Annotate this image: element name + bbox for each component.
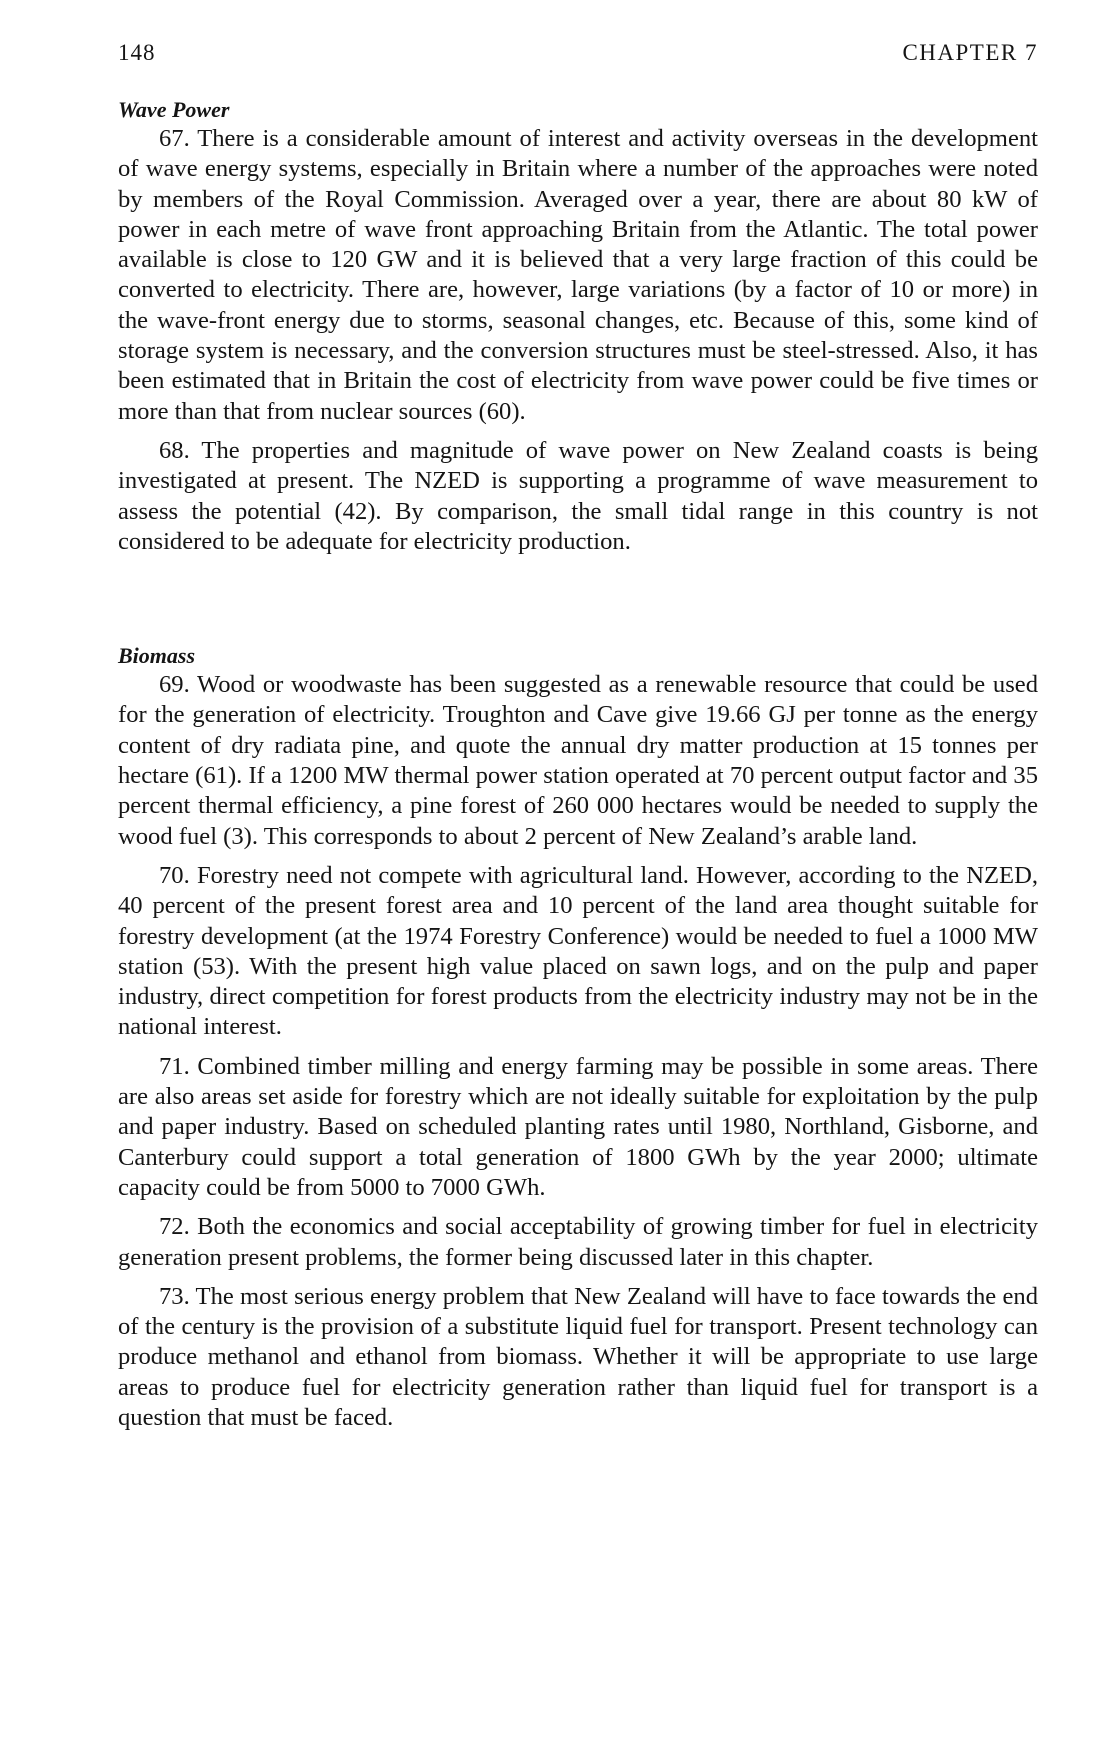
- paragraph-68: 68. The properties and magnitude of wave power on New Zealand coasts is being investigated at present. The NZED is supporting a programme of wave measurement to assess the potential (42). By comparison, the small tidal range in this country is not considered to be adequate for electricity production.: [118, 436, 1038, 555]
- paragraph-70: 70. Forestry need not compete with agricultural land. However, according to the NZED, 40 percent of the present forest area and 10 percent of the land area thought suitable for forestry development (at the 1974 Forestry Conference) would be needed to fuel a 1000 MW station (53). With the present high value placed on sawn logs, and on the pulp and paper industry, direct competition for forest products from the electricity industry may not be in the national interest.: [118, 861, 1038, 1041]
- document-page: [118, 38, 1038, 1442]
- paragraph-69: 69. Wood or woodwaste has been suggested as a renewable resource that could be used for the generation of electricity. Troughton and Cave give 19.66 GJ per tonne as the energy content of dry radiata pine, and quote the annual dry matter production at 15 tonnes per hectare (61). If a 1200 MW thermal power station operated at 70 percent output factor and 35 percent thermal efficiency, a pine forest of 260 000 hectares would be needed to supply the wood fuel (3). This corresponds to about 2 percent of New Zealand’s arable land.: [118, 671, 1038, 850]
- section-biomass: [118, 642, 1038, 1433]
- chapter-label: CHAPTER 7: [902, 40, 1038, 65]
- paragraph-72: 72. Both the economics and social acceptability of growing timber for fuel in electricity generation present problems, the former being discussed later in this chapter.: [118, 1213, 1038, 1271]
- paragraph-73: 73. The most serious energy problem that New Zealand will have to face towards the end of the century is the provision of a substitute liquid fuel for transport. Present technology can produce methanol and ethanol from biomass. Whether it will be appropriate to use large areas to produce fuel for electricity generation rather than liquid fuel for transport is a question that must be faced.: [118, 1282, 1038, 1431]
- paragraph-67: 67. There is a considerable amount of interest and activity overseas in the development of wave energy systems, especially in Britain where a number of the approaches were noted by members of the Royal Commission. Averaged over a year, there are about 80 kW of power in each metre of wave front approaching Britain from the Atlantic. The total power available is close to 120 GW and it is believed that a very large fraction of this could be converted to electricity. There are, however, large variations (by a factor of 10 or more) in the wave-front energy due to storms, seasonal changes, etc. Because of this, some kind of storage system is necessary, and the conversion structures must be steel-stressed. Also, it has been estimated that in Britain the cost of electricity from wave power could be five times or more than that from nuclear sources (60).: [118, 125, 1038, 425]
- page-header: [118, 38, 1038, 68]
- section-heading-biomass: Biomass: [118, 643, 196, 669]
- page-number: 148: [118, 40, 156, 65]
- paragraph-71: 71. Combined timber milling and energy farming may be possible in some areas. There are also areas set aside for forestry which are not ideally suitable for exploitation by the pulp and paper industry. Based on scheduled planting rates until 1980, Northland, Gisborne, and Canterbury could support a total generation of 1800 GWh by the year 2000; ultimate capacity could be from 5000 to 7000 GWh.: [118, 1052, 1038, 1201]
- section-wave-power: [118, 96, 1038, 557]
- section-heading-wave-power: Wave Power: [118, 97, 230, 122]
